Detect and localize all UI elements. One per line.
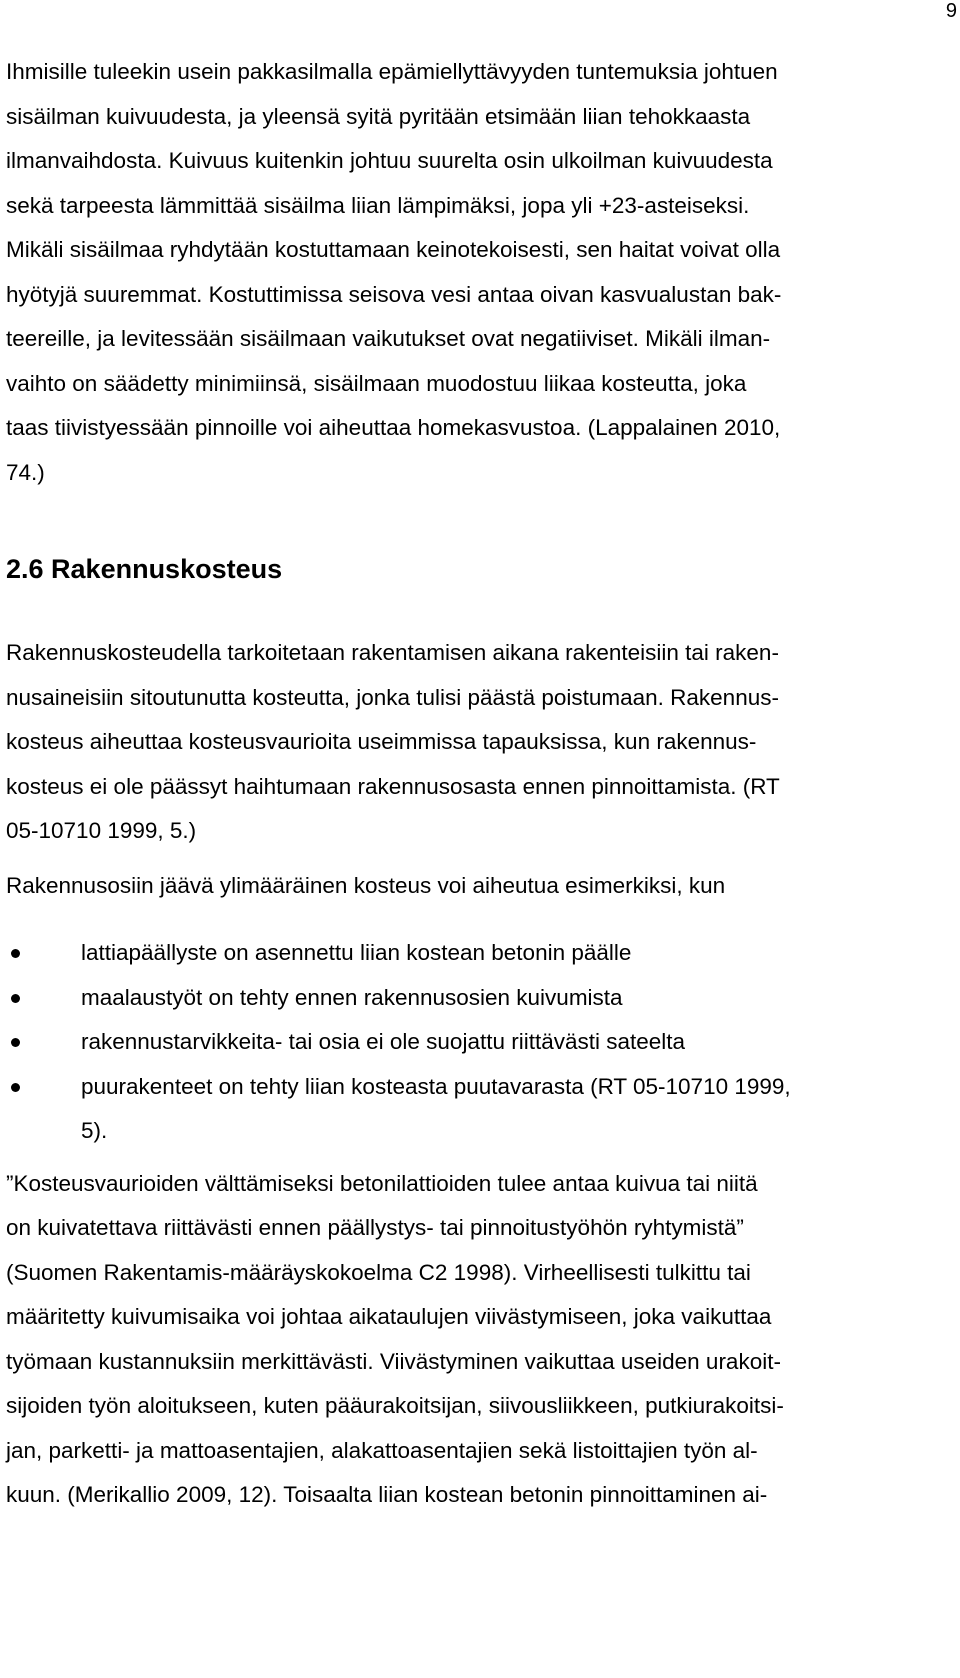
- paragraph-intro-list: [6, 864, 906, 909]
- paragraph-construction-moisture: [6, 631, 906, 854]
- text-line: Rakennusosiin jäävä ylimääräinen kosteus voi aiheutua esimerkiksi, kun: [6, 872, 726, 898]
- bullet-list: [6, 931, 906, 1154]
- text-line: työmaan kustannuksiin merkittävästi. Viivästyminen vaikuttaa useiden urakoit-: [6, 1348, 781, 1374]
- list-item-text: puurakenteet on tehty liian kosteasta puutavarasta (RT 05-10710 1999,: [81, 1073, 791, 1099]
- text-line: taas tiivistyessään pinnoille voi aiheuttaa homekasvustoa. (Lappalainen 2010,: [6, 415, 781, 440]
- list-item: [6, 1065, 906, 1154]
- list-item: [6, 1020, 906, 1065]
- text-line: hyötyjä suuremmat. Kostuttimissa seisova vesi antaa oivan kasvualustan bak-: [6, 281, 782, 307]
- section-heading: 2.6 Rakennuskosteus: [6, 554, 283, 584]
- text-line: jan, parketti- ja mattoasentajien, alakattoasentajien sekä listoittajien työn al-: [6, 1437, 758, 1463]
- text-line: määritetty kuivumisaika voi johtaa aikataulujen viivästymiseen, joka vaikuttaa: [6, 1304, 772, 1329]
- text-line: vaihto on säädetty minimiinsä, sisäilmaan muodostuu liikaa kosteutta, joka: [6, 370, 747, 396]
- bullet-icon: [11, 994, 20, 1003]
- document-body: [6, 50, 906, 1518]
- bullet-icon: [11, 1083, 20, 1092]
- list-item: [6, 976, 906, 1021]
- list-item-text: maalaustyöt on tehty ennen rakennusosien kuivumista: [81, 984, 623, 1010]
- bullet-icon: [11, 1038, 20, 1047]
- text-line: on kuivatettava riittävästi ennen päällystys- tai pinnoitustyöhön ryhtymistä”: [6, 1215, 744, 1240]
- page-number: 9: [945, 0, 957, 22]
- bullet-icon: [11, 949, 20, 958]
- text-line: Mikäli sisäilmaa ryhdytään kostuttamaan keinotekoisesti, sen haitat voivat olla: [6, 237, 781, 262]
- list-item-text: rakennustarvikkeita- tai osia ei ole suojattu riittävästi sateelta: [81, 1029, 686, 1054]
- text-line: ”Kosteusvaurioiden välttämiseksi betonilattioiden tulee antaa kuivua tai niitä: [6, 1170, 758, 1196]
- list-item: [6, 931, 906, 976]
- list-item-text: lattiapäällyste on asennettu liian kostean betonin päälle: [81, 940, 632, 965]
- text-line: nusaineisiin sitoutunutta kosteutta, jonka tulisi päästä poistumaan. Rakennus-: [6, 684, 779, 710]
- text-line: kosteus aiheuttaa kosteusvaurioita useimmissa tapauksissa, kun rakennus-: [6, 729, 757, 754]
- paragraph-drying-quote: [6, 1162, 906, 1518]
- text-line: kuun. (Merikallio 2009, 12). Toisaalta liian kostean betonin pinnoittaminen ai-: [6, 1482, 768, 1507]
- text-line: teereille, ja levitessään sisäilmaan vaikutukset ovat negatiiviset. Mikäli ilman-: [6, 326, 771, 351]
- text-line: Ihmisille tuleekin usein pakkasilmalla epämiellyttävyyden tuntemuksia johtuen: [6, 59, 778, 84]
- text-line: sijoiden työn aloitukseen, kuten pääurakoitsijan, siivousliikkeen, putkiurakoitsi-: [6, 1393, 784, 1418]
- text-line: ilmanvaihdosta. Kuivuus kuitenkin johtuu suurelta osin ulkoilman kuivuudesta: [6, 148, 773, 173]
- text-line: Rakennuskosteudella tarkoitetaan rakentamisen aikana rakenteisiin tai raken-: [6, 640, 779, 665]
- text-line: (Suomen Rakentamis-määräyskokoelma C2 1998). Virheellisesti tulkittu tai: [6, 1259, 751, 1285]
- paragraph-indoor-air: [6, 50, 906, 495]
- text-line: 05-10710 1999, 5.): [6, 818, 197, 843]
- text-line: sisäilman kuivuudesta, ja yleensä syitä pyritään etsimään liian tehokkaasta: [6, 103, 751, 129]
- text-line: kosteus ei ole päässyt haihtumaan rakennusosasta ennen pinnoittamista. (RT: [6, 773, 780, 799]
- text-line: 74.): [6, 459, 45, 485]
- text-line: sekä tarpeesta lämmittää sisäilma liian lämpimäksi, jopa yli +23-asteiseksi.: [6, 192, 750, 218]
- list-item-text: 5).: [81, 1118, 108, 1143]
